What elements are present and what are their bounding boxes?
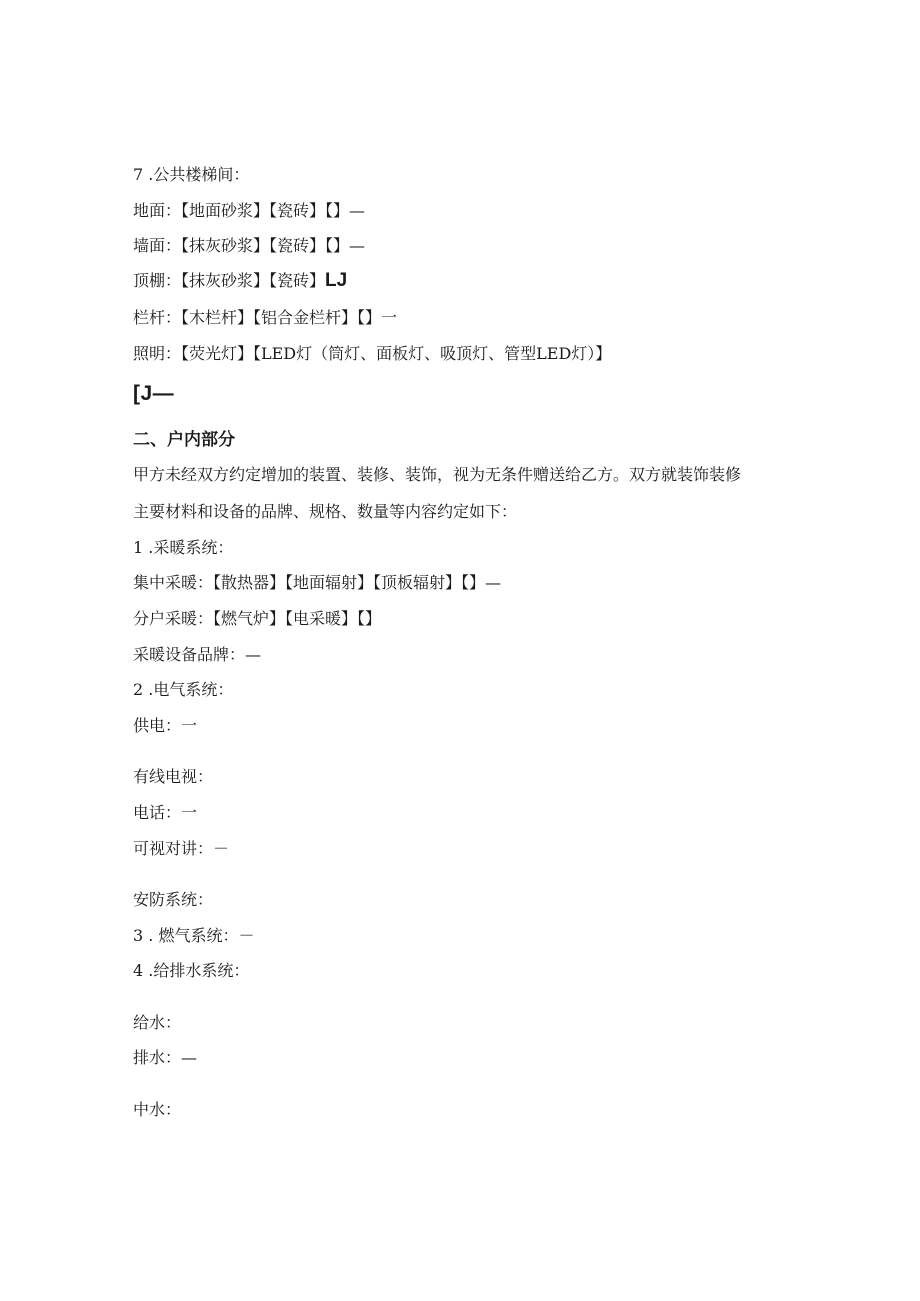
drainage: 排水：—	[133, 1048, 198, 1067]
stairwell-ceiling-text: 顶棚：【抹灰砂浆】【瓷砖】	[133, 271, 326, 290]
heating-brand: 采暖设备品牌：—	[133, 645, 262, 664]
reclaimed-water: 中水：	[133, 1100, 182, 1119]
stairwell-lighting: 照明：【荧光灯】【LED灯（筒灯、面板灯、吸顶灯、管型LED灯）】	[133, 344, 612, 363]
electrical-title: 2 .电气系统：	[133, 680, 234, 699]
video-intercom: 可视对讲：－	[133, 839, 230, 858]
security-system: 安防系统：	[133, 890, 214, 909]
stairwell-title: 7 .公共楼梯间：	[133, 165, 250, 184]
household-heating: 分户采暖：【燃气炉】【电采暖】【】	[133, 609, 382, 628]
water-supply: 给水：	[133, 1013, 182, 1032]
indoor-intro-line2: 主要材料和设备的品牌、规格、数量等内容约定如下：	[133, 502, 518, 521]
gas-system: 3 . 燃气系统：－	[133, 926, 255, 945]
stairwell-floor: 地面：【地面砂浆】【瓷砖】【】—	[133, 201, 366, 220]
stairwell-lighting-cont: [J—	[133, 382, 175, 405]
cable-tv: 有线电视：	[133, 767, 214, 786]
indoor-intro-line1: 甲方未经双方约定增加的装置、装修、装饰，视为无条件赠送给乙方。双方就装饰装修	[133, 465, 742, 484]
stairwell-ceiling	[133, 271, 347, 291]
water-title: 4 .给排水系统：	[133, 961, 250, 980]
stairwell-ceiling-mark: LJ	[325, 270, 348, 291]
stairwell-wall: 墙面：【抹灰砂浆】【瓷砖】【】—	[133, 236, 366, 255]
central-heating: 集中采暖：【散热器】【地面辐射】【顶板辐射】【】—	[133, 573, 502, 592]
heating-title: 1 .采暖系统：	[133, 538, 234, 557]
power-supply: 供电：一	[133, 716, 198, 735]
indoor-heading: 二、户内部分	[133, 430, 235, 450]
telephone: 电话：一	[133, 803, 198, 822]
stairwell-railing: 栏杆：【木栏杆】【铝合金栏杆】【】一	[133, 308, 398, 327]
